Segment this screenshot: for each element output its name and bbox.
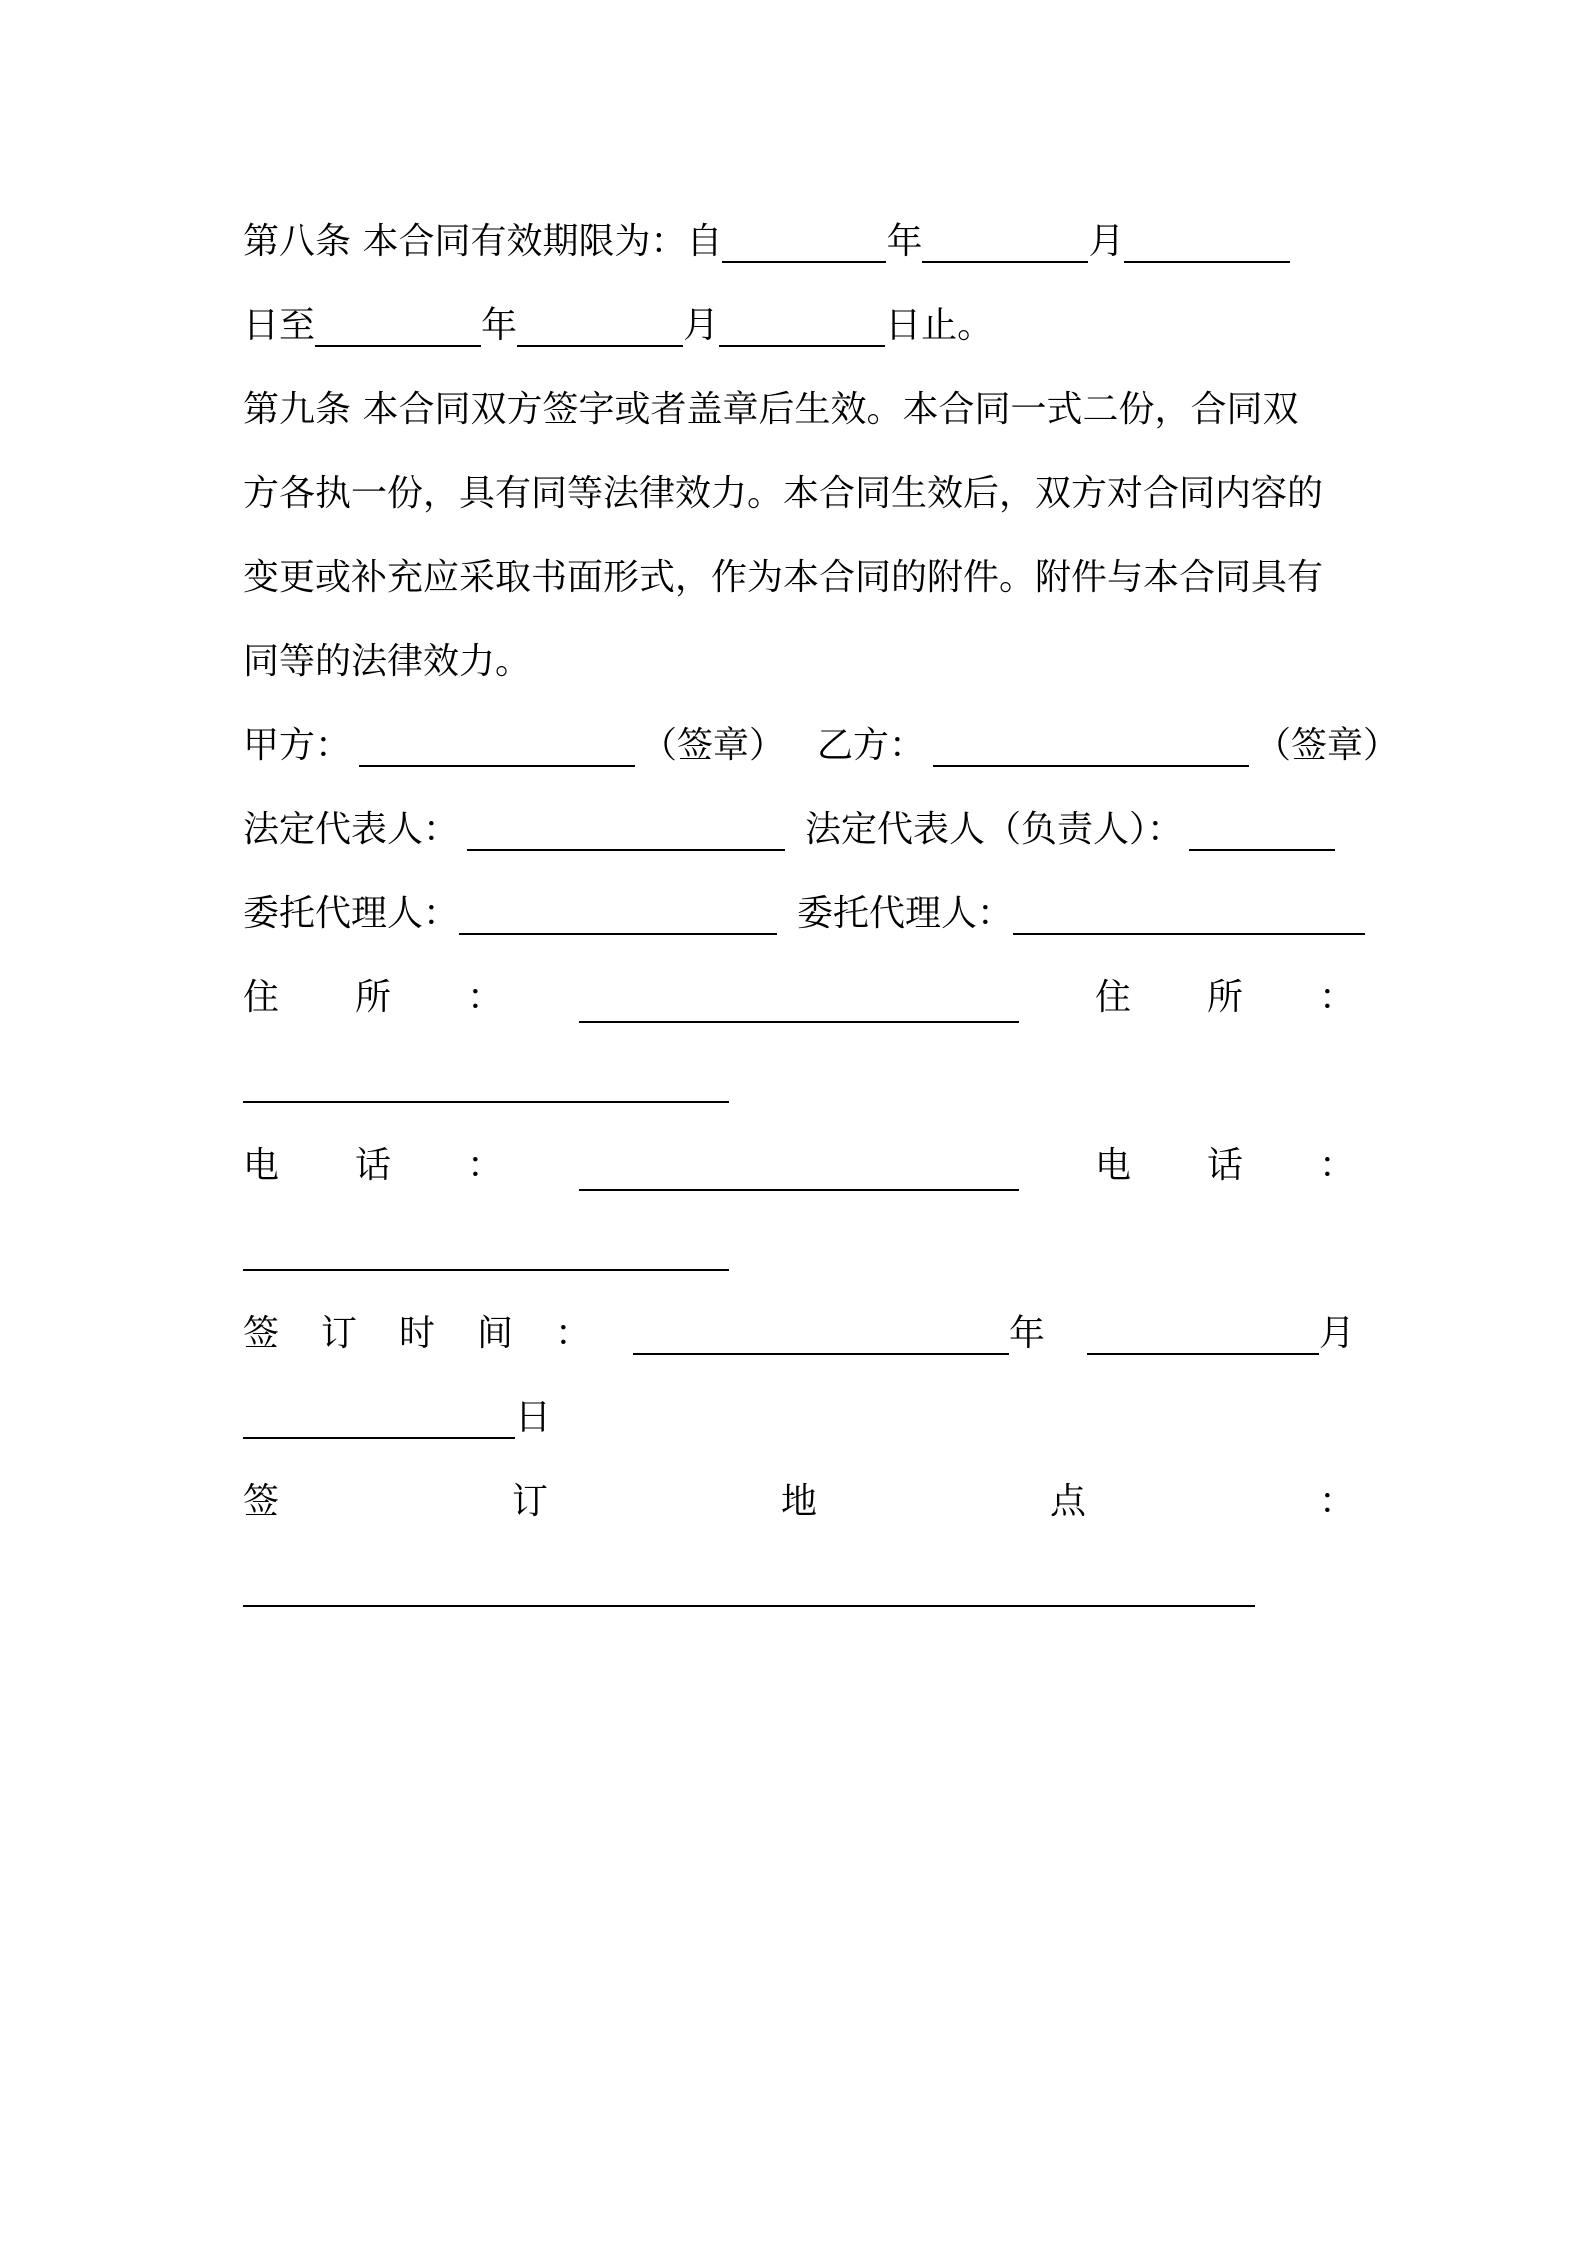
end-year-blank[interactable] xyxy=(315,297,481,347)
phone-line xyxy=(243,1124,1355,1208)
month-label: 月 xyxy=(683,305,720,346)
start-year-blank[interactable] xyxy=(722,213,886,263)
article-8-line-2 xyxy=(243,284,1355,368)
legal-rep-a-label: 法定代表人： xyxy=(243,809,460,850)
article-9-line-1: 第九条 本合同双方签字或者盖章后生效。本合同一式二份，合同双 xyxy=(243,389,1299,430)
phone-colon: ： xyxy=(467,1145,504,1186)
sign-place-char-2: 订 xyxy=(511,1481,548,1522)
party-b-blank[interactable] xyxy=(933,717,1249,767)
address-b-colon: ： xyxy=(1318,977,1355,1018)
party-a-label: 甲方： xyxy=(243,725,352,766)
sign-month-group xyxy=(1087,1292,1355,1376)
address-b-char-2: 所 xyxy=(1206,977,1243,1018)
legal-rep-line xyxy=(243,788,1355,872)
end-month-blank[interactable] xyxy=(517,297,683,347)
article-9-line-4: 同等的法律效力。 xyxy=(243,641,532,682)
article-9-line-3: 变更或补充应采取书面形式，作为本合同的附件。附件与本合同具有 xyxy=(243,557,1324,598)
sign-time-char-3: 时 xyxy=(398,1313,435,1354)
agent-a-blank[interactable] xyxy=(459,885,777,935)
party-line xyxy=(243,704,1400,788)
sign-year-blank[interactable] xyxy=(633,1305,1009,1355)
party-a-seal-label: （签章） xyxy=(641,725,786,766)
sign-place-colon: ： xyxy=(1318,1481,1355,1522)
end-label: 日止。 xyxy=(885,305,994,346)
party-b-seal-label: （签章） xyxy=(1255,725,1400,766)
contract-body xyxy=(243,200,1400,1628)
sign-day-line xyxy=(243,1376,1355,1460)
party-a-blank[interactable] xyxy=(359,717,635,767)
agent-b-blank[interactable] xyxy=(1013,885,1365,935)
address-a-blank[interactable] xyxy=(579,973,1019,1023)
start-day-blank[interactable] xyxy=(1124,213,1290,263)
party-b-label: 乙方： xyxy=(817,725,926,766)
legal-rep-b-blank[interactable] xyxy=(1189,801,1335,851)
article-9-line-2: 方各执一份，具有同等法律效力。本合同生效后，双方对合同内容的 xyxy=(243,473,1324,514)
sign-place-char-4: 点 xyxy=(1049,1481,1086,1522)
sign-time-char-2: 订 xyxy=(320,1313,357,1354)
year-label: 年 xyxy=(481,305,518,346)
sign-day-blank[interactable] xyxy=(243,1389,515,1439)
sign-time-char-1: 签 xyxy=(243,1313,280,1354)
sign-place-continuation xyxy=(243,1544,1355,1628)
phone-a-blank[interactable] xyxy=(579,1141,1019,1191)
start-month-blank[interactable] xyxy=(922,213,1088,263)
sign-place-line xyxy=(243,1460,1355,1544)
sign-place-char-1: 签 xyxy=(243,1481,280,1522)
legal-rep-b-label: 法定代表人（负责人）： xyxy=(805,809,1184,850)
sign-month-blank[interactable] xyxy=(1087,1305,1319,1355)
phone-b-colon: ： xyxy=(1318,1145,1355,1186)
agent-b-label: 委托代理人： xyxy=(797,893,1014,934)
sign-time-line xyxy=(243,1292,1355,1376)
sign-day-label: 日 xyxy=(515,1397,552,1438)
day-label: 日 xyxy=(243,305,280,346)
sign-year-group xyxy=(633,1292,1045,1376)
to-label: 至 xyxy=(279,305,316,346)
agent-line xyxy=(243,872,1355,956)
article-8-line-1 xyxy=(243,200,1355,284)
phone-char-1: 电 xyxy=(243,1145,280,1186)
sign-time-char-4: 间 xyxy=(476,1313,513,1354)
sign-year-label: 年 xyxy=(1008,1313,1045,1354)
legal-rep-a-blank[interactable] xyxy=(467,801,785,851)
address-char-1: 住 xyxy=(243,977,280,1018)
address-char-2: 所 xyxy=(355,977,392,1018)
phone-b-continuation xyxy=(243,1208,1355,1292)
phone-b-char-2: 话 xyxy=(1206,1145,1243,1186)
month-label: 月 xyxy=(1088,221,1125,262)
phone-char-2: 话 xyxy=(355,1145,392,1186)
sign-month-label: 月 xyxy=(1318,1313,1355,1354)
phone-b-char-1: 电 xyxy=(1094,1145,1131,1186)
address-line xyxy=(243,956,1355,1040)
phone-b-blank[interactable] xyxy=(243,1221,729,1271)
address-colon: ： xyxy=(467,977,504,1018)
sign-time-colon: ： xyxy=(554,1313,591,1354)
sign-place-blank[interactable] xyxy=(243,1557,1255,1607)
end-day-blank[interactable] xyxy=(719,297,885,347)
address-b-char-1: 住 xyxy=(1094,977,1131,1018)
address-b-continuation xyxy=(243,1040,1355,1124)
sign-place-char-3: 地 xyxy=(780,1481,817,1522)
year-label: 年 xyxy=(886,221,923,262)
agent-a-label: 委托代理人： xyxy=(243,893,460,934)
address-b-blank[interactable] xyxy=(243,1053,729,1103)
article-8-heading: 第八条 本合同有效期限为：自 xyxy=(243,221,723,262)
